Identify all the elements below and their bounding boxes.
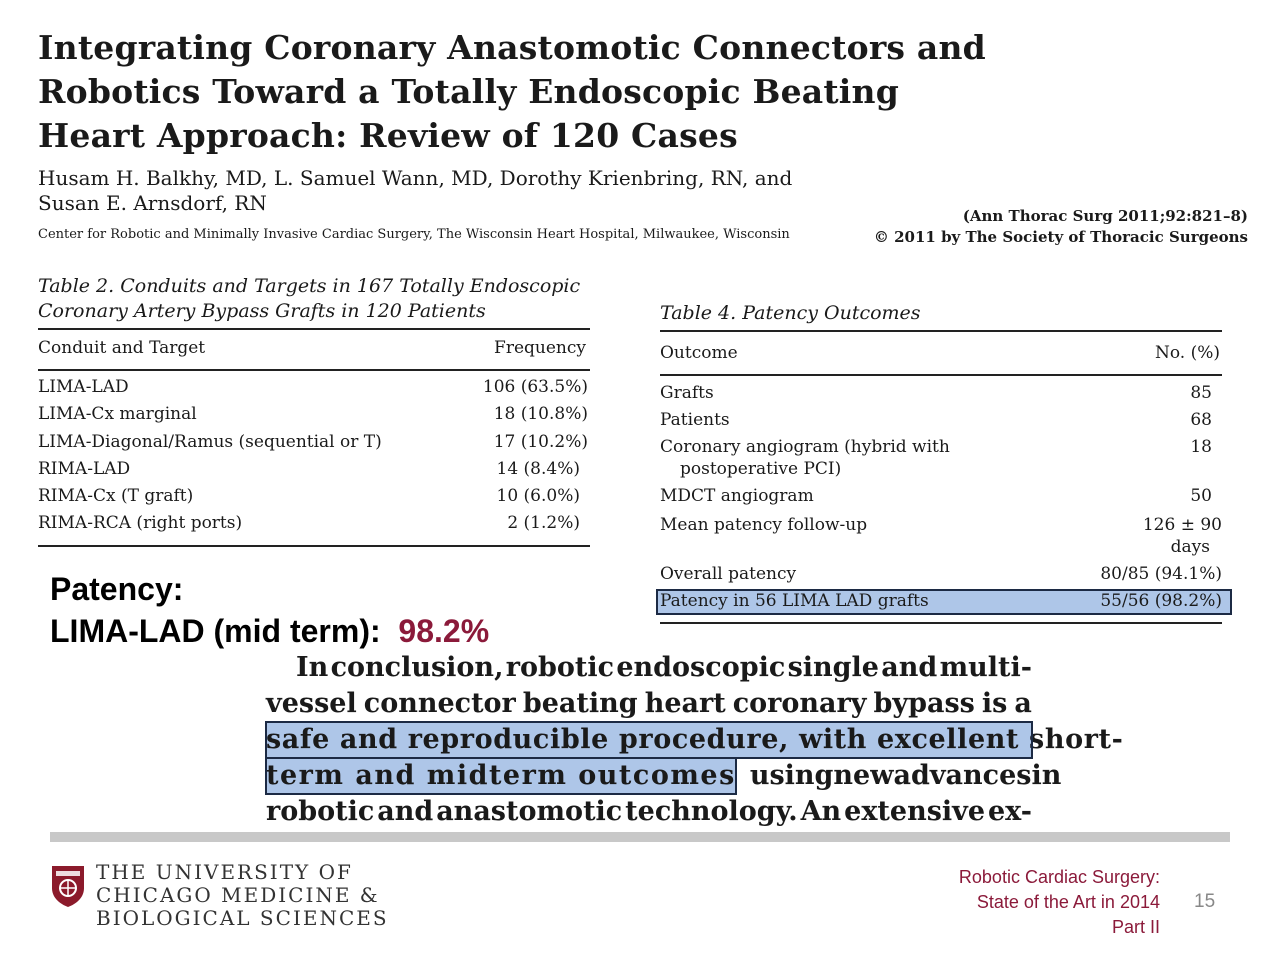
word: endoscopic [616,652,786,683]
patency-callout [50,568,489,652]
table-4-header-outcome: Outcome [660,343,738,363]
conclusion-line [266,650,1032,686]
paper-citation [874,206,1248,248]
table-row-label: RIMA-Cx (T graft) [38,486,194,506]
table-rule [38,369,590,371]
table-row-label: RIMA-RCA (right ports) [38,513,243,533]
table-row-value: 17 (10.2%) [493,432,588,452]
table-2-header-frequency: Frequency [494,338,586,358]
university-wordmark [96,861,389,930]
table-row-label: LIMA-LAD [38,377,129,397]
table-row-value: 68 [1190,410,1212,430]
citation-line: © 2011 by The Society of Thoracic Surgeons [873,228,1248,246]
table-2-title [38,274,580,324]
course-title-line: State of the Art in 2014 [976,892,1160,912]
table-row-label: MDCT angiogram [660,486,814,506]
table-row-value: 50 [1190,486,1212,506]
paper-title-line: Heart Approach: Review of 120 Cases [38,116,738,155]
author-line: Susan E. Arnsdorf, RN [38,191,267,215]
table-row-value: 80/85 (94.1%) [1100,564,1222,584]
word: An [800,796,842,827]
word: coronary [732,688,867,719]
word: ex- [987,796,1032,827]
wordmark-line: CHICAGO MEDICINE & [96,883,380,907]
table-row-value-cont: days [1170,537,1210,557]
table-rule [38,328,590,330]
word: new [833,760,894,791]
word: a [1014,688,1032,719]
conclusion-line [266,758,1062,794]
table-rule [660,374,1222,376]
table-row-label: Mean patency follow-up [660,515,868,535]
patency-line [50,610,489,652]
patency-value: 98.2% [398,613,490,649]
word: is [981,688,1008,719]
paper-authors [38,166,792,216]
course-title-line: Robotic Cardiac Surgery: [958,867,1160,887]
word: and [881,652,938,683]
word: and [377,796,434,827]
table-row-label: Overall patency [660,564,797,584]
table-4-title: Table 4. Patency Outcomes [660,302,921,324]
word: robotic [505,652,615,683]
table-title-line: Table 2. Conduits and Targets in 167 Totally Endoscopic [38,275,581,297]
course-title-line: Part II [1111,917,1160,937]
table-row-label: Patency in 56 LIMA LAD grafts [660,591,929,611]
table-row-label: RIMA-LAD [38,459,131,479]
word: robotic [266,796,375,827]
table-2-header-conduit: Conduit and Target [38,338,206,358]
paper-title-line: Integrating Coronary Anastomotic Connectors and [38,28,986,67]
table-title-line: Coronary Artery Bypass Grafts in 120 Patients [38,300,486,322]
conclusion-excerpt [266,650,1124,830]
table-row-value: 10 (6.0%) [496,486,580,506]
word: connector [363,688,516,719]
word: technology. [625,796,798,827]
table-row-label: Patients [660,410,730,430]
patency-label: LIMA-LAD (mid term): [50,613,381,649]
footer-divider [50,832,1230,842]
wordmark-line: BIOLOGICAL SCIENCES [96,906,389,930]
table-row-value: 106 (63.5%) [482,377,588,397]
table-row-label: LIMA-Diagonal/Ramus (sequential or T) [38,432,382,452]
word: extensive [844,796,986,827]
table-row-label: LIMA-Cx marginal [38,404,197,424]
author-line: Husam H. Balkhy, MD, L. Samuel Wann, MD, Dorothy Krienbring, RN, and [38,166,793,190]
word: heart [644,688,726,719]
table-row-value: 14 (8.4%) [496,459,580,479]
table-row-value: 126 ± 90 [1142,515,1222,535]
paper-title-line: Robotics Toward a Totally Endoscopic Beating [38,72,900,111]
patency-heading: Patency: [50,571,184,607]
table-row-value: 18 [1190,437,1212,457]
conclusion-line-highlighted [266,722,1124,758]
word: vessel [266,688,357,719]
highlighted-text: term and midterm outcomes [266,758,736,794]
wordmark-line: THE UNIVERSITY OF [96,860,353,884]
word: In [296,652,329,683]
word: beating [522,688,638,719]
table-rule [38,545,590,547]
table-row-value: 55/56 (98.2%) [1100,591,1222,611]
shield-icon [50,864,86,908]
highlighted-text: safe and reproducible procedure, with excellent short- [266,722,1032,758]
table-row-value: 85 [1190,383,1212,403]
table-rule [660,622,1222,624]
citation-line: (Ann Thorac Surg 2011;92:821–8) [962,207,1248,225]
table-2 [38,274,590,554]
word: single [787,652,879,683]
table-row-value: 2 (1.2%) [507,513,580,533]
page-number: 15 [1194,891,1216,912]
paper-affiliation: Center for Robotic and Minimally Invasive Cardiac Surgery, The Wisconsin Heart Hospital, Milwaukee, Wisconsin [38,227,790,242]
word: advances [893,760,1032,791]
conclusion-rest [736,758,1062,794]
table-rule [660,330,1222,332]
table-row-label: Coronary angiogram (hybrid with [660,437,950,457]
table-row-label: Grafts [660,383,714,403]
conclusion-line [266,686,1032,722]
course-title [959,865,1160,940]
word: multi- [939,652,1032,683]
conclusion-line [266,794,1032,830]
paper-title [38,26,986,158]
table-row-label-cont: postoperative PCI) [680,459,842,479]
university-shield-logo [50,864,86,913]
word: using [749,760,834,791]
table-4 [660,300,1224,630]
word: in [1031,760,1062,791]
table-row-value: 18 (10.8%) [493,404,588,424]
table-4-header-number: No. (%) [1154,343,1220,363]
word: conclusion, [330,652,504,683]
word: bypass [873,688,975,719]
word: anastomotic [436,796,623,827]
